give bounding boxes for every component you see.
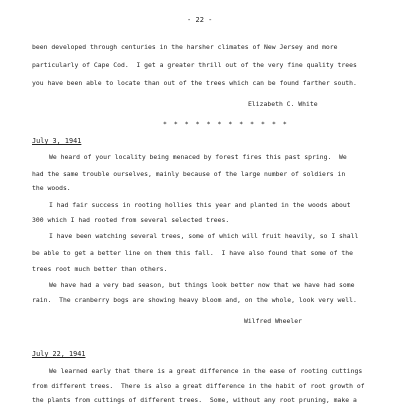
letter2-line: rain. The cranberry bogs are showing heavy bloom and, on the whole, look very well.: [32, 296, 357, 304]
letter2-line: We have had a very bad season, but things look better now that we have had some: [49, 281, 355, 289]
letter2-line: trees root much better than others.: [32, 265, 168, 273]
letter2-line: 300 which I had rooted from several selected trees.: [32, 216, 230, 224]
intro-line: particularly of Cape Cod. I get a greater thrill out of the very fine quality trees: [32, 61, 357, 69]
letter2-line: I had fair success in rooting hollies this year and planted in the woods about: [49, 201, 351, 209]
letter2-line: the woods.: [32, 184, 71, 192]
letter3-line: from different trees. There is also a great difference in the habit of root growth of: [32, 382, 365, 390]
letter3-date: July 22, 1941: [32, 350, 86, 358]
separator-stars: * * * * * * * * * * * *: [163, 120, 289, 128]
letter2-line: be able to get a better line on them this fall. I have also found that some of the: [32, 249, 354, 257]
intro-line: been developed through centuries in the harsher climates of New Jersey and more: [32, 43, 338, 51]
letter3-line: the plants from cuttings of different trees. Some, without any root pruning, make a: [32, 396, 357, 404]
letter2-line: had the same trouble ourselves, mainly because of the large number of soldiers in: [32, 170, 346, 178]
letter2-date: July 3, 1941: [32, 137, 82, 145]
letter2-line: I have been watching several trees, some of which will fruit heavily, so I shall: [49, 232, 359, 240]
letter2-signature: Wilfred Wheeler: [244, 317, 303, 325]
letter3-line: We learned early that there is a great difference in the ease of rooting cuttings: [49, 367, 363, 375]
page-number: - 22 -: [187, 16, 213, 24]
letter1-signature: Elizabeth C. White: [248, 100, 318, 108]
intro-line: you have been able to locate than out of the trees which can be found farther south.: [32, 79, 357, 87]
letter2-line: We heard of your locality being menaced by forest fires this past spring. We: [49, 153, 347, 161]
